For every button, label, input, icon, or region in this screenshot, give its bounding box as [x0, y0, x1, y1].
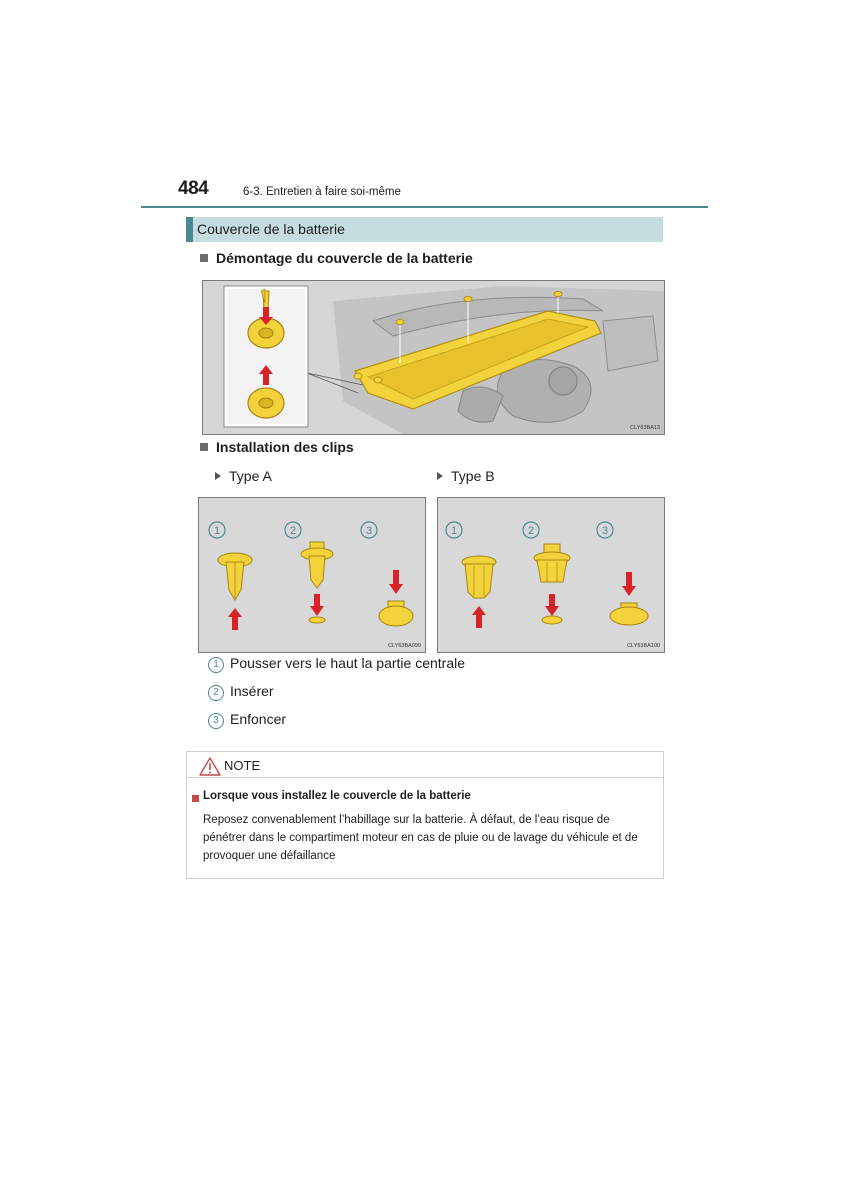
square-bullet-icon [200, 443, 208, 451]
engine-bay-illustration [203, 281, 664, 434]
step-item-2 [208, 683, 274, 701]
note-body: Reposez convenablement l’habillage sur la batterie. À défaut, de l’eau risque de pénétrer dans le compartiment moteur en cas de pluie ou de lavage du véhicule et de provoquer une défaillance [203, 814, 638, 862]
square-bullet-icon [192, 795, 199, 802]
step-circle-num: 3 [601, 525, 609, 537]
clips-heading [200, 439, 354, 455]
note-label: NOTE [224, 758, 261, 773]
triangle-bullet-icon [215, 472, 221, 480]
step-number-badge: 2 [208, 685, 224, 701]
step-number-badge: 1 [208, 657, 224, 673]
note-divider [187, 777, 663, 778]
section-bar [186, 217, 663, 242]
step-circle-num: 1 [213, 525, 221, 537]
page-number: 484 [178, 178, 209, 199]
type-b-label-text: Type B [451, 468, 495, 484]
step-circle-num: 1 [450, 525, 458, 537]
warning-triangle-icon [199, 757, 221, 776]
type-a-figure [198, 497, 426, 653]
type-b-clip-illustration [438, 498, 664, 652]
note-subheading: Lorsque vous installez le couvercle de la batterie [203, 790, 471, 802]
step-text: Enfoncer [230, 711, 287, 727]
section-title: Couvercle de la batterie [197, 221, 345, 237]
square-bullet-icon [200, 254, 208, 262]
triangle-bullet-icon [437, 472, 443, 480]
step-circle-num: 2 [527, 525, 535, 537]
note-box [186, 751, 664, 879]
step-item-1 [208, 655, 465, 673]
step-circle-num: 3 [365, 525, 373, 537]
step-number-badge: 3 [208, 713, 224, 729]
removal-heading-text: Démontage du couvercle de la batterie [216, 250, 473, 266]
header-rule [141, 206, 708, 208]
battery-cover-removal-figure [202, 280, 665, 435]
chapter-title: 6-3. Entretien à faire soi-même [243, 186, 401, 198]
type-b-label [437, 468, 495, 484]
figure-code: CLY63BA13 [630, 425, 660, 431]
step-text: Insérer [230, 683, 274, 699]
figure-code: CLY63BA100 [627, 643, 660, 649]
step-circle-num: 2 [289, 525, 297, 537]
type-b-figure [437, 497, 665, 653]
type-a-label [215, 468, 272, 484]
section-bar-accent [186, 217, 193, 242]
step-text: Pousser vers le haut la partie centrale [230, 655, 466, 671]
type-a-clip-illustration [199, 498, 425, 652]
type-a-label-text: Type A [229, 468, 272, 484]
removal-heading [200, 250, 473, 266]
figure-code: CLY63BA099 [388, 643, 421, 649]
step-item-3 [208, 711, 286, 729]
clips-heading-text: Installation des clips [216, 439, 354, 455]
